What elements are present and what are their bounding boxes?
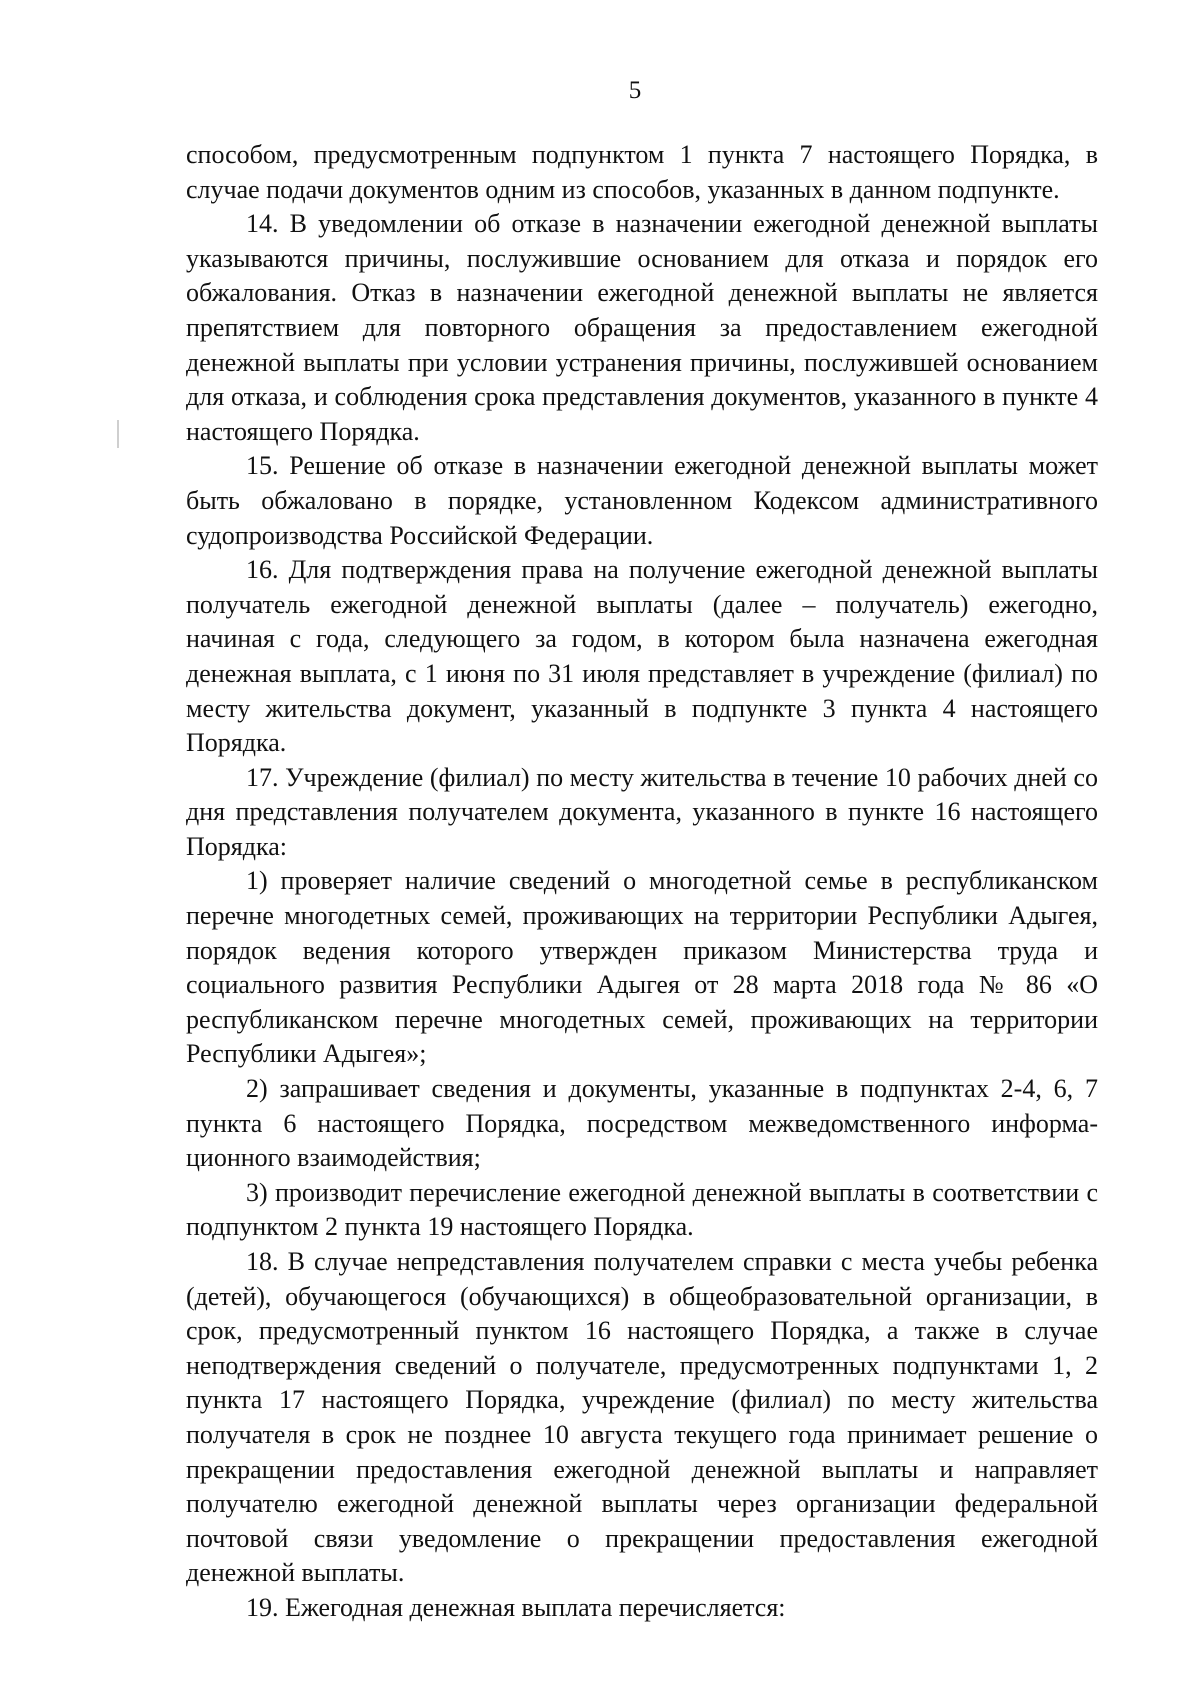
paragraph-15: 15. Решение об отказе в назначении ежегодной денежной выплаты может быть обжаловано в порядке, установленном Кодексом административного судопроизводства Российской Федерации. <box>186 451 1098 550</box>
paragraph-14: 14. В уведомлении об отказе в назначении ежегодной денежной выплаты указываются причины, послужившие основанием для отказа и порядок его обжалования. Отказ в назначении ежегодной денежной выплаты не является препятствием для повторного обращения за предоставлением ежегодной денежной выплаты при условии устранения причины, послужившей основанием для отказа, и соблюдения срока представления документов, указанного в пункте 4 настоящего Порядка. <box>186 209 1098 446</box>
subparagraph-17-2: 2) запрашивает сведения и документы, указанные в подпунктах 2-4, 6, 7 пункта 6 настоящего Порядка, посредством межведомственного информационного взаимодействия; <box>186 1074 1098 1173</box>
paragraph-16: 16. Для подтверждения права на получение ежегодной денежной выплаты получатель ежегодной денежной выплаты (далее – получатель) ежегодно, начиная с года, следующего за годом, в котором была назначена ежегодная денежная выплата, с 1 июня по 31 июля представляет в учреждение (филиал) по месту жительства документ, указанный в подпункте 3 пункта 4 настоящего Порядка. <box>186 555 1098 758</box>
document-body <box>186 138 1098 1626</box>
paragraph-17: 17. Учреждение (филиал) по месту жительства в течение 10 рабочих дней со дня представления получателем документа, указанного в пункте 16 настоящего Порядка: <box>186 762 1098 861</box>
paragraph-18: 18. В случае непредставления получателем справки с места учебы ребенка (детей), обучающегося (обучающихся) в общеобразовательной организации, в срок, предусмотренный пунктом 16 настоящего Порядка, а также в случае неподтверждения сведений о получателе, предусмотренных подпунктами 1, 2 пункта 17 настоящего Порядка, учреждение (филиал) по месту жительства получателя в срок не позднее 10 августа текущего года принимает решение о прекращении предоставления ежегодной денежной выплаты и направляет получателю ежегодной денежной выплаты через организации федеральной почтовой связи уведомление о прекращении предоставления ежегодной денежной выплаты. <box>186 1247 1098 1588</box>
paragraph-continuation: способом, предусмотренным подпунктом 1 пункта 7 настоящего Порядка, в случае подачи документов одним из способов, указанных в данном подпункте. <box>186 140 1098 204</box>
paragraph-19: 19. Ежегодная денежная выплата перечисляется: <box>246 1592 786 1622</box>
subparagraph-17-3: 3) производит перечисление ежегодной денежной выплаты в соответствии с подпунктом 2 пункта 19 настоящего Порядка. <box>186 1177 1098 1242</box>
scan-artifact <box>117 420 119 448</box>
subparagraph-17-1: 1) проверяет наличие сведений о многодетной семье в республиканском перечне многодетных семей, проживающих на территории Республики Адыгея, порядок ведения которого утвержден приказом Министерства труда и социального развития Республики Адыгея от 28 марта 2018 года № 86 «О республиканском перечне многодетных семей, проживающих на территории Республики Адыгея»; <box>186 866 1098 1069</box>
page-number: 5 <box>628 77 642 104</box>
